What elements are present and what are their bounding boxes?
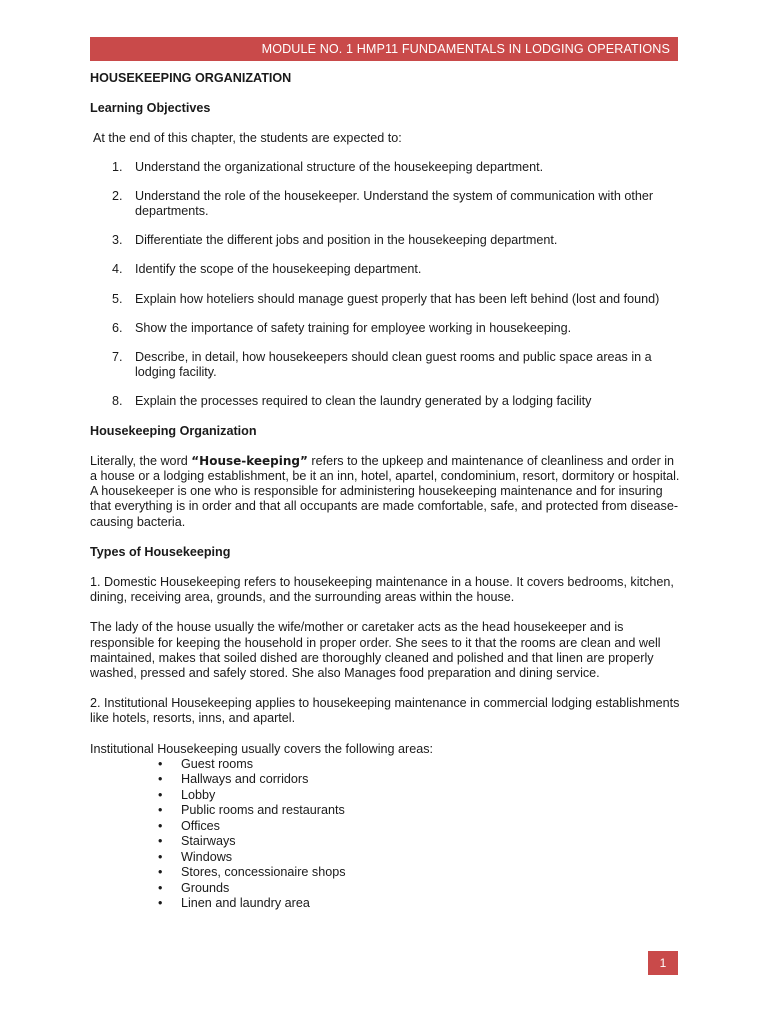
list-item xyxy=(90,865,680,881)
objectives-intro: At the end of this chapter, the students are expected to: xyxy=(93,131,402,146)
section-heading-organization: Housekeeping Organization xyxy=(90,423,257,438)
area-label: Lobby xyxy=(181,787,216,802)
list-item xyxy=(90,819,680,835)
bullet-icon: • xyxy=(158,818,163,833)
area-label: Stairways xyxy=(181,834,236,849)
area-label: Linen and laundry area xyxy=(181,896,310,911)
objective-number: 6. xyxy=(112,320,123,335)
bullet-icon: • xyxy=(158,787,163,802)
objective-item xyxy=(90,321,680,336)
objective-text: Show the importance of safety training for employee working in housekeeping. xyxy=(135,320,572,335)
types-heading: Types of Housekeeping xyxy=(90,544,231,559)
objective-item xyxy=(90,160,680,175)
objective-item xyxy=(90,189,680,219)
list-item xyxy=(90,834,680,850)
bullet-icon: • xyxy=(158,865,163,880)
list-item xyxy=(90,881,680,897)
objectives-heading: Learning Objectives xyxy=(90,101,211,116)
objective-number: 4. xyxy=(112,262,123,277)
bullet-icon: • xyxy=(158,880,163,895)
area-label: Guest rooms xyxy=(181,756,254,771)
bullet-icon: • xyxy=(158,772,163,787)
module-header-bar xyxy=(90,37,678,61)
objective-item xyxy=(90,350,680,380)
list-item xyxy=(90,803,680,819)
module-title: MODULE NO. 1 HMP11 FUNDAMENTALS IN LODGING OPERATIONS xyxy=(261,42,670,56)
bullet-icon: • xyxy=(158,756,163,771)
document-title: HOUSEKEEPING ORGANIZATION xyxy=(90,71,292,85)
areas-intro: Institutional Housekeeping usually covers the following areas: xyxy=(90,741,434,756)
organization-paragraph xyxy=(90,454,680,530)
bullet-icon: • xyxy=(158,896,163,911)
objective-number: 8. xyxy=(112,394,123,409)
objective-item xyxy=(90,262,680,277)
organization-text-after: refers to the upkeep and maintenance of cleanliness and order in a house or a lodging establishment, be it an inn, hotel, apartel, condominium, resort, dormitory or hospital. A housekeeper is one who is responsible for administering housekeeping maintenance and for insuring that everything is in order and that all occupants are made comfortable, safe, and protected from disease-causing bacteria. xyxy=(90,453,680,529)
area-label: Stores, concessionaire shops xyxy=(181,865,346,880)
bullet-icon: • xyxy=(158,834,163,849)
bullet-icon: • xyxy=(158,849,163,864)
objective-text: Describe, in detail, how housekeepers should clean guest rooms and public space areas in a lodging facility. xyxy=(135,350,652,380)
objective-text: Identify the scope of the housekeeping department. xyxy=(135,262,422,277)
lady-paragraph: The lady of the house usually the wife/mother or caretaker acts as the head housekeeper and is responsible for keeping the household in proper order. She sees to it that the rooms are clean and well maintained, makes that soiled dished are thoroughly cleaned and polished and that linen are properly washed, pressed and safely stored. She also Manages food preparation and dining service. xyxy=(90,620,661,681)
institutional-paragraph: 2. Institutional Housekeeping applies to housekeeping maintenance in commercial lodging establishments like hotels, resorts, inns, and apartel. xyxy=(90,696,680,726)
list-item xyxy=(90,757,680,773)
objectives-list xyxy=(90,160,680,410)
document-body xyxy=(90,71,680,912)
page-number: 1 xyxy=(648,951,678,975)
list-item xyxy=(90,788,680,804)
list-item xyxy=(90,850,680,866)
objective-number: 5. xyxy=(112,291,123,306)
areas-list xyxy=(90,757,680,912)
area-label: Public rooms and restaurants xyxy=(181,803,345,818)
bullet-icon: • xyxy=(158,803,163,818)
domestic-paragraph: 1. Domestic Housekeeping refers to housekeeping maintenance in a house. It covers bedrooms, kitchen, dining, receiving area, grounds, and the surrounding areas within the house. xyxy=(90,575,674,605)
objective-text: Differentiate the different jobs and position in the housekeeping department. xyxy=(135,233,558,248)
objective-number: 2. xyxy=(112,188,123,203)
list-item xyxy=(90,896,680,912)
objective-text: Explain the processes required to clean the laundry generated by a lodging facility xyxy=(135,394,592,409)
objective-item xyxy=(90,292,680,307)
objective-text: Understand the organizational structure of the housekeeping department. xyxy=(135,159,544,174)
housekeeping-keyword: “House-keeping” xyxy=(191,453,308,468)
objective-text: Understand the role of the housekeeper. Understand the system of communication with other departments. xyxy=(135,188,654,219)
objective-item xyxy=(90,233,680,248)
objective-text: Explain how hoteliers should manage guest properly that has been left behind (lost and found) xyxy=(135,291,660,306)
objective-number: 1. xyxy=(112,159,123,174)
objective-number: 3. xyxy=(112,233,123,248)
area-label: Windows xyxy=(181,849,233,864)
objective-item xyxy=(90,394,680,409)
organization-text-before: Literally, the word xyxy=(90,453,192,468)
objective-number: 7. xyxy=(112,350,123,365)
area-label: Offices xyxy=(181,818,220,833)
area-label: Grounds xyxy=(181,880,230,895)
list-item xyxy=(90,772,680,788)
area-label: Hallways and corridors xyxy=(181,772,309,787)
